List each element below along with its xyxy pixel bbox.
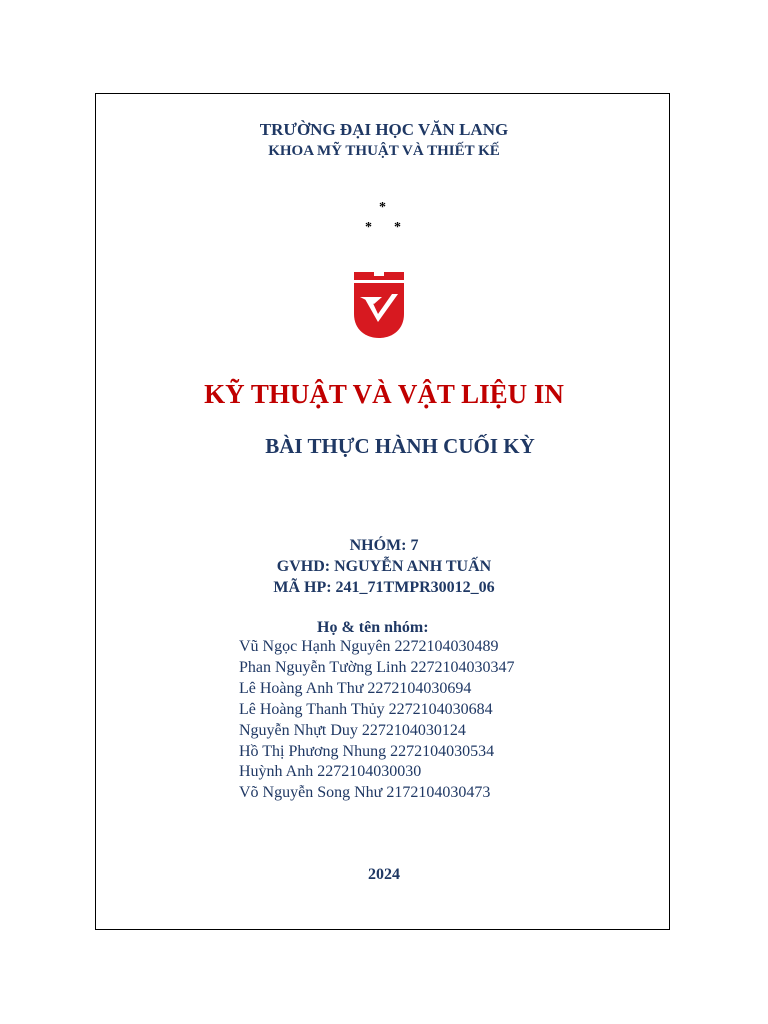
ornament-star-left: *: [365, 220, 372, 235]
member-item: Hồ Thị Phương Nhung 2272104030534: [239, 742, 495, 760]
page-border: [95, 93, 670, 930]
course-code: MÃ HP: 241_71TMPR30012_06: [273, 579, 495, 596]
member-item: Vũ Ngọc Hạnh Nguyên 2272104030489: [239, 638, 499, 655]
instructor-name: GVHD: NGUYỄN ANH TUẤN: [276, 558, 492, 575]
members-heading: Họ & tên nhóm:: [317, 619, 429, 636]
department-name: KHOA MỸ THUẬT VÀ THIẾT KẾ: [268, 143, 500, 159]
members-list: [239, 637, 515, 804]
member-item: Phan Nguyễn Tường Linh 2272104030347: [239, 658, 515, 676]
van-lang-shield-logo-icon: [352, 270, 406, 340]
member-item: Nguyễn Nhựt Duy 2272104030124: [239, 721, 466, 739]
year: 2024: [368, 866, 400, 883]
ornament-star-top: *: [379, 200, 386, 215]
member-item: Lê Hoàng Anh Thư 2272104030694: [239, 679, 472, 697]
member-item: Huỳnh Anh 2272104030030: [239, 763, 422, 781]
group-number: NHÓM: 7: [349, 537, 419, 554]
assignment-subtitle: BÀI THỰC HÀNH CUỐI KỲ: [265, 434, 535, 458]
member-item: Lê Hoàng Thanh Thủy 2272104030684: [239, 700, 493, 718]
university-name: TRƯỜNG ĐẠI HỌC VĂN LANG: [259, 120, 509, 139]
course-title: KỸ THUẬT VÀ VẬT LIỆU IN: [204, 379, 564, 409]
ornament-star-right: *: [394, 220, 401, 235]
member-item: Võ Nguyễn Song Như 2172104030473: [239, 784, 491, 802]
